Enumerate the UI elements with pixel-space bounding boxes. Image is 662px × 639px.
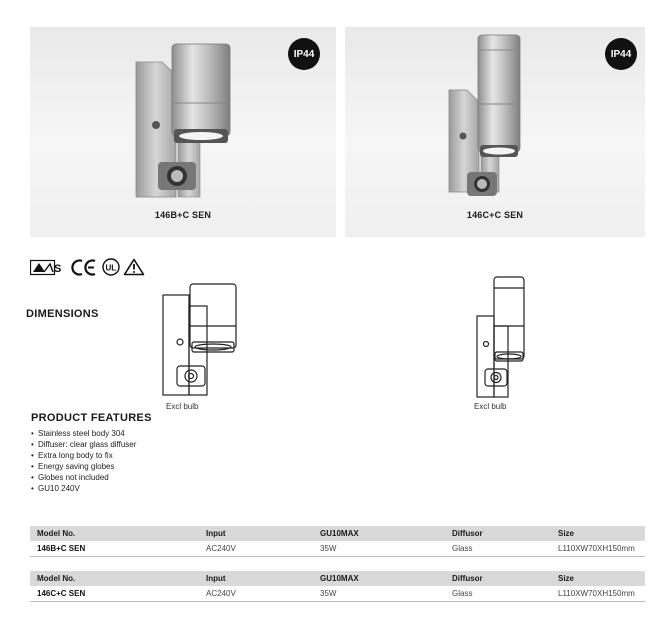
excl-bulb-note: Excl bulb (166, 402, 199, 411)
header-gu10max: GU10MAX (284, 526, 414, 541)
cell-diffusor: Glass (414, 586, 532, 601)
list-item: • Stainless steel body 304 (31, 428, 136, 439)
header-input: Input (156, 571, 284, 586)
header-model: Model No. (30, 571, 156, 586)
dimension-drawing-146b (160, 282, 240, 400)
svg-text:UL: UL (105, 263, 117, 273)
ip44-badge: IP44 (288, 38, 320, 70)
dimensions-heading: DIMENSIONS (26, 308, 99, 320)
header-size: Size (532, 526, 645, 541)
table-row (30, 541, 645, 556)
lamp-image-146c (445, 32, 535, 212)
cell-model: 146B+C SEN (30, 541, 156, 556)
header-gu10max: GU10MAX (284, 571, 414, 586)
cell-gu10max: 35W (284, 586, 414, 601)
excl-bulb-note: Excl bulb (474, 402, 507, 411)
ul-mark-icon (102, 258, 120, 276)
feature-list (31, 428, 136, 494)
product-label: 146B+C SEN (154, 210, 212, 220)
list-item: • Diffuser: clear glass diffuser (31, 439, 136, 450)
table-row (30, 586, 645, 601)
cell-gu10max: 35W (284, 541, 414, 556)
list-item: • Energy saving globes (31, 461, 136, 472)
spec-table-146b (30, 526, 645, 557)
cell-input: AC240V (156, 541, 284, 556)
spec-table-146c (30, 571, 645, 602)
table-header-row (30, 571, 645, 586)
list-item: • Globes not included (31, 472, 136, 483)
cell-diffusor: Glass (414, 541, 532, 556)
gs-mark-icon (30, 258, 68, 276)
svg-text:S: S (54, 263, 62, 275)
cell-model: 146C+C SEN (30, 586, 156, 601)
header-size: Size (532, 571, 645, 586)
header-diffusor: Diffusor (414, 571, 532, 586)
cell-size: L110XW70XH150mm (532, 586, 645, 601)
header-input: Input (156, 526, 284, 541)
ce-mark-icon (71, 258, 99, 276)
list-item: • GU10 240V (31, 483, 136, 494)
header-model: Model No. (30, 526, 156, 541)
list-item: • Extra long body to fix (31, 450, 136, 461)
ip44-badge: IP44 (605, 38, 637, 70)
product-photo-146c (345, 27, 645, 237)
product-features-heading: PRODUCT FEATURES (31, 412, 152, 424)
lamp-image-146b (126, 37, 236, 209)
product-photo-146b (30, 27, 336, 237)
cell-input: AC240V (156, 586, 284, 601)
warning-triangle-icon (123, 258, 145, 276)
product-label: 146C+C SEN (466, 210, 524, 220)
cell-size: L110XW70XH150mm (532, 541, 645, 556)
table-header-row (30, 526, 645, 541)
header-diffusor: Diffusor (414, 526, 532, 541)
certification-marks (30, 258, 145, 276)
dimension-drawing-146c (474, 274, 530, 400)
